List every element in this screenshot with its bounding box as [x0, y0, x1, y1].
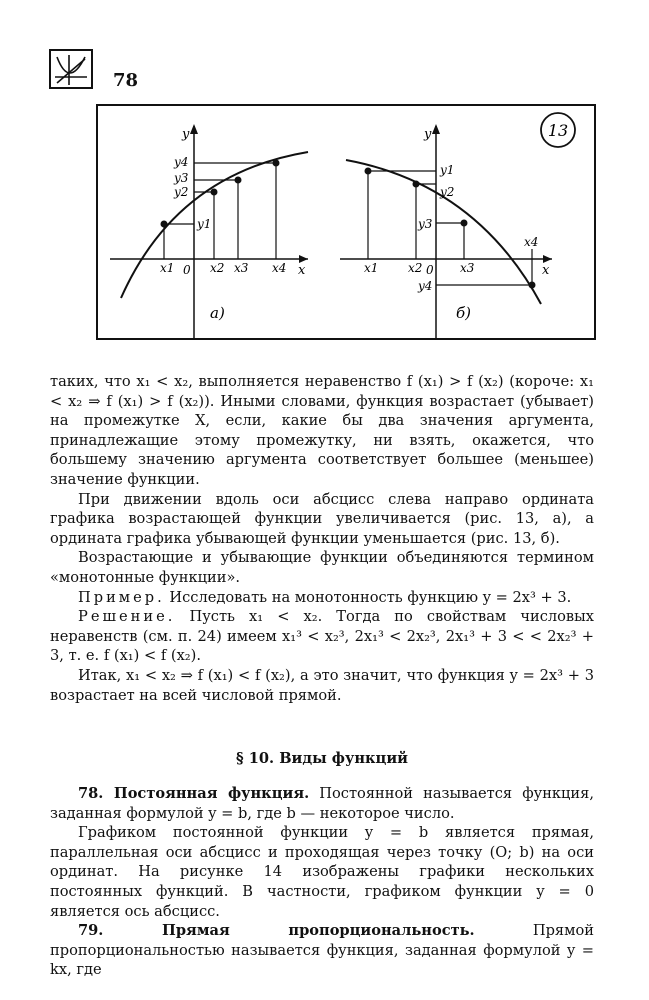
- panel-a-point-1: [161, 221, 168, 228]
- panel-b-curve: [346, 160, 541, 304]
- paragraph-conclusion: Итак, x₁ < x₂ ⇒ f (x₁) < f (x₂), а это значит, что функция y = 2x³ + 3 возрастает на всей числовой прямой.: [50, 666, 594, 704]
- panel-a-x-label: x: [298, 263, 306, 278]
- panel-a-y2: y2: [174, 185, 189, 199]
- paragraph-monotone: Возрастающие и убывающие функции объединяются термином «монотонные функции».: [50, 549, 594, 586]
- panel-b-point-1: [365, 168, 372, 175]
- figure-13: [96, 104, 596, 340]
- panel-b-origin: 0: [426, 263, 434, 277]
- item-78-text: Постоянной называется функция, заданная формулой y = b, где b — некоторое число.: [50, 785, 595, 822]
- example-label: Пример.: [78, 588, 165, 606]
- panel-a-y-label: y: [182, 127, 190, 142]
- panel-b-point-4: [529, 282, 536, 289]
- paragraph-ordinate: При движении вдоль оси абсцисс слева направо ордината графика возрастающей функции увеличивается (рис. 13, а), а ордината графика убывающей функции уменьшается (рис. 13, б).: [50, 490, 594, 547]
- panel-b-x3: x3: [460, 261, 475, 275]
- paragraph-example: [50, 588, 594, 608]
- panel-a-point-3: [235, 177, 242, 184]
- paragraph-constant-function: [50, 784, 594, 823]
- item-79-title: 79. Прямая пропорциональность.: [78, 922, 475, 940]
- paragraph-definition-end: таких, что x₁ < x₂, выполняется неравенство f (x₁) > f (x₂) (короче: x₁ < x₂ ⇒ f (x₁) > f (x₂)). Иными словами, функция возрастает (убывает) на промежутке X, если, какие бы два значения аргумента, принадлежащие этому промежутку, ни взять, окажется, что большему значению аргумента соответствует большее (меньшее) значение функции.: [50, 373, 594, 488]
- book-logo-icon: [49, 49, 93, 89]
- panel-a-y1: y1: [197, 217, 212, 231]
- panel-b-y4: y4: [418, 279, 433, 293]
- paragraph-direct-proportionality: [50, 921, 594, 980]
- paragraph-solution: [50, 607, 594, 666]
- example-text: Исследовать на монотонность функцию y = 2x³ + 3.: [169, 588, 572, 606]
- panel-b-y3: y3: [418, 217, 433, 231]
- section-heading: § 10. Виды функций: [236, 750, 408, 767]
- panel-b-y2: y2: [440, 185, 455, 199]
- panel-a-x4: x4: [272, 261, 287, 275]
- panel-b-y-label: y: [424, 127, 432, 142]
- panel-b-x2: x2: [408, 261, 423, 275]
- panel-b-point-3: [461, 220, 468, 227]
- solution-text: Пусть x₁ < x₂. Тогда по свойствам числовых неравенств (см. п. 24) имеем x₁³ < x₂³, 2x₁³ < 2x₂³, 2x₁³ + 3 < < 2x₂³ + 3, т. е. f (x₁) < f (x₂).: [50, 608, 594, 665]
- panel-b: [340, 124, 552, 339]
- panel-a-x2: x2: [210, 261, 225, 275]
- figure-badge: 13: [547, 121, 569, 140]
- paragraph-constant-graph: Графиком постоянной функции y = b является прямая, параллельная оси абсцисс и проходящая через точку (O; b) на оси ординат. На рисунке 14 изображены графики нескольких постоянных функций. В частности, графиком функции y = 0 является ось абсцисс.: [50, 824, 594, 920]
- figure-13-drawing: [96, 104, 596, 340]
- panel-b-x-label: x: [542, 263, 550, 278]
- panel-a-point-2: [211, 189, 218, 196]
- panel-a-y4: y4: [174, 155, 189, 169]
- panel-a-point-4: [273, 160, 280, 167]
- panel-b-x1: x1: [364, 261, 379, 275]
- item-78-title: 78. Постоянная функция.: [78, 785, 310, 802]
- solution-label: Решение.: [78, 608, 176, 626]
- panel-a-caption: а): [210, 304, 225, 322]
- panel-b-x4: x4: [524, 235, 539, 249]
- page-number: 78: [113, 70, 139, 91]
- panel-a-y3: y3: [174, 171, 189, 185]
- panel-b-caption: б): [456, 304, 472, 322]
- panel-a-x3: x3: [234, 261, 249, 275]
- panel-a-x1: x1: [160, 261, 175, 275]
- panel-a-origin: 0: [183, 263, 191, 277]
- panel-b-point-2: [413, 181, 420, 188]
- panel-b-y1: y1: [440, 163, 455, 177]
- text-block-1: [50, 372, 594, 705]
- panel-a: [110, 124, 308, 339]
- text-block-2: [50, 784, 594, 980]
- item-79-text: Прямой пропорциональностью называется функция, заданная формулой y = kx, где: [50, 922, 594, 979]
